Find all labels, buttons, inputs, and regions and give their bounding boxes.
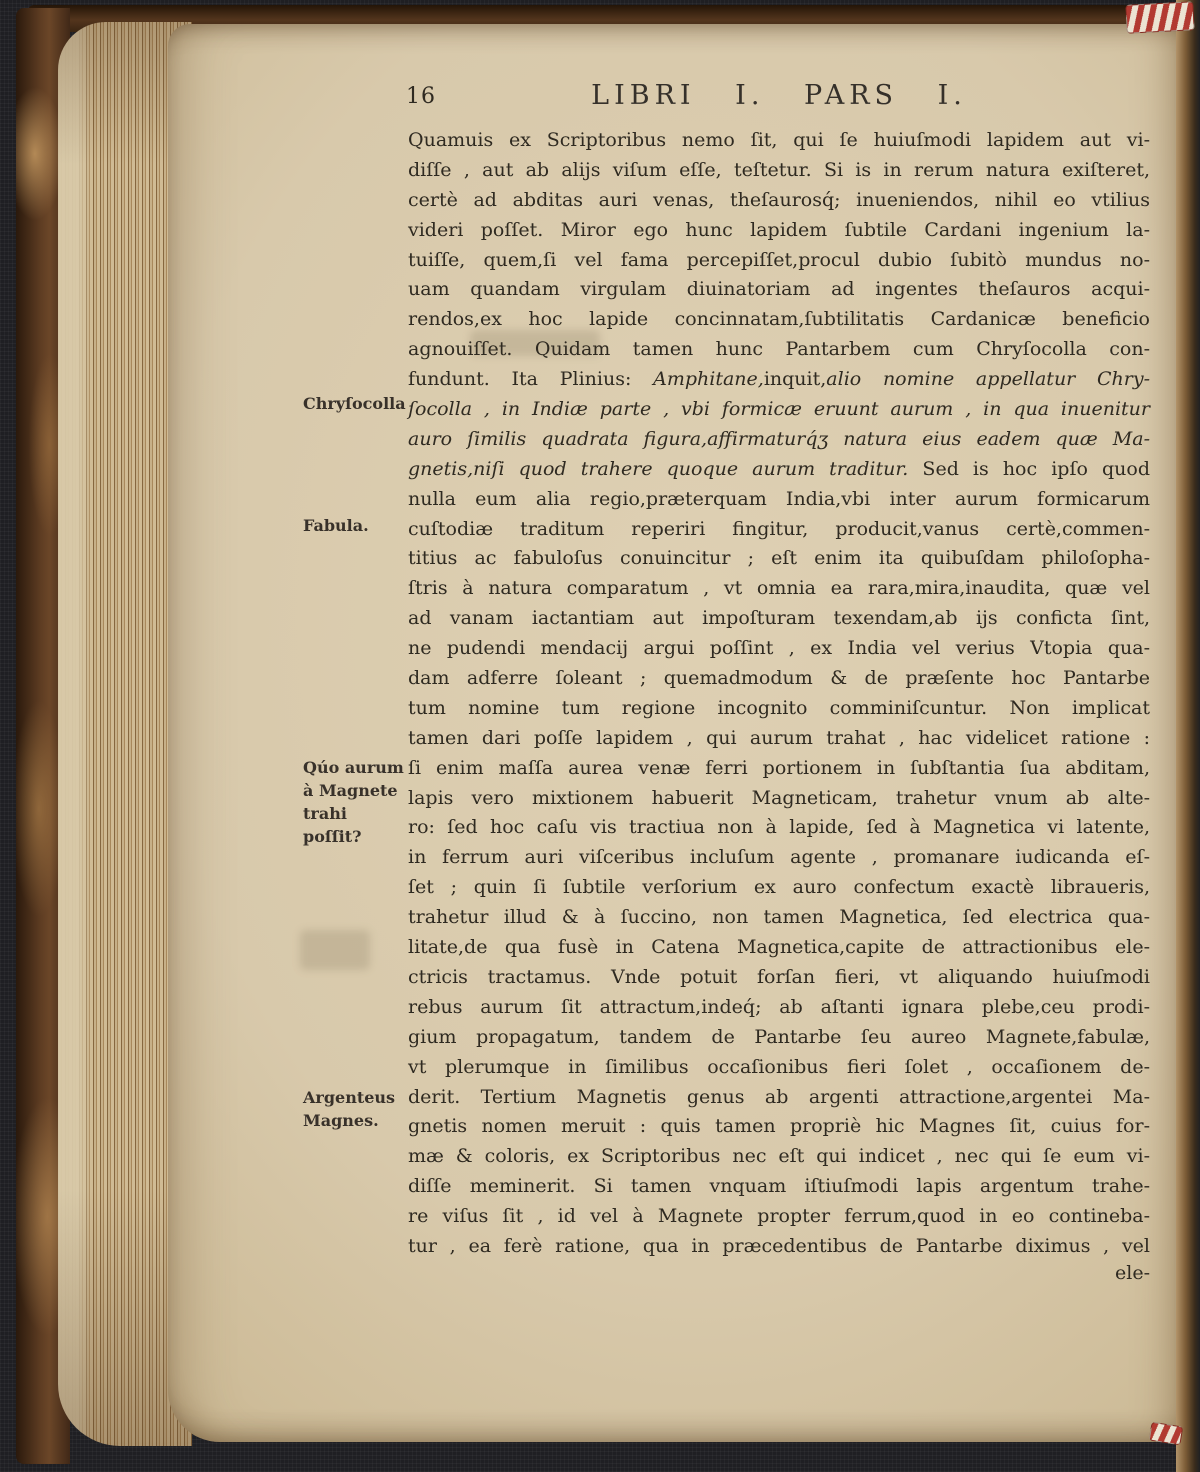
body-line [408,993,1150,1023]
margin-note-line: Fabula. [303,516,369,535]
body-segment: vt plerumque in ſimilibus occaſionibus fieri ſolet , occaſionem de- [408,1055,1150,1078]
body-line [408,574,1150,604]
margin-note-line: Qúo aurum [303,758,404,777]
body-segment: ſtris à natura comparatum , vt omnia ea rara,mira,inaudita, quæ vel [408,577,1150,600]
body-line [408,1142,1150,1172]
body-segment: trahetur illud & à ſuccino, non tamen Magnetica, ſed electrica qua- [408,906,1150,929]
margin-note [303,1086,405,1132]
body-line [408,275,1150,305]
body-line [408,1172,1150,1202]
body-line [408,365,1150,395]
body-segment: nulla eum alia regio,præterquam India,vbi inter aurum formicarum [408,487,1150,510]
body-line [408,634,1150,664]
body-segment: agnouiſſet. Quidam tamen hunc Pantarbem cum Chryſocolla con- [408,338,1150,361]
body-segment: inquit, [763,368,827,391]
body-segment: gium propagatum, tandem de Pantarbe ſeu aureo Magnete,fabulæ, [408,1025,1150,1048]
body-segment: certè ad abditas auri venas, theſaurosq́; inueniendos, nihil eo vtilius [408,188,1150,211]
body-line [408,903,1150,933]
body-segment: Sed is hoc ipſo quod [908,457,1150,480]
page-number: 16 [406,84,436,109]
body-segment: litate,de qua fusè in Catena Magnetica,capite de attractionibus ele- [408,936,1150,959]
body-line [408,544,1150,574]
margin-note-line: Argenteus [303,1088,396,1107]
margin-note [303,392,405,415]
body-line [408,186,1150,216]
body-segment: diſſe , aut ab alijs viſum eſſe, teſtetur. Si is in rerum natura exiſteret, [408,158,1150,181]
body-line [408,1112,1150,1142]
body-line [408,1053,1150,1083]
body-line [408,784,1150,814]
running-header: LIBRI I. PARS I. [591,80,967,111]
catchword: ele- [1115,1262,1150,1284]
body-segment: mæ & coloris, ex Scriptoribus nec eſt qui indicet , nec qui ſe eum vi- [408,1145,1150,1168]
body-italic-segment: gnetis,niſi quod trahere quoque aurum traditur. [408,457,909,480]
body-italic-segment: ſocolla , in Indiæ parte , vbi formicæ eruunt aurum , in qua inuenitur [408,398,1150,421]
body-line [408,156,1150,186]
body-segment: Quamuis ex Scriptoribus nemo ſit, qui ſe huiuſmodi lapidem aut vi- [408,129,1150,151]
body-text [408,126,1150,1262]
body-line [408,754,1150,784]
body-italic-segment: Amphitane, [653,368,764,391]
body-segment: tuiſſe, quem,ſi vel fama percepiſſet,procul dubio ſubitò mundus no- [408,248,1150,271]
body-line [408,664,1150,694]
margin-note [303,514,405,537]
body-line [408,1083,1150,1113]
body-line [408,455,1150,485]
margin-note [303,756,405,848]
margin-note-line: Chryſocolla [303,394,406,413]
body-segment: cuſtodiæ traditum reperiri fingitur, producit,vanus certè,commen- [408,517,1150,540]
body-line [408,963,1150,993]
body-segment: in ferrum auri viſceribus incluſum agente , promanare iudicanda eſ- [408,846,1150,869]
body-segment: fundunt. Ita Plinius: [408,368,654,391]
body-segment: rebus aurum ſit attractum,indeq́; ab aſtanti ignara plebe,ceu prodi- [408,995,1150,1018]
body-segment: uam quandam virgulam diuinatoriam ad ingentes theſauros acqui- [408,278,1150,301]
body-line [408,1202,1150,1232]
body-segment: ro: ſed hoc caſu vis tractiua non à lapide, ſed à Magnetica vi latente, [408,816,1150,839]
body-line [408,485,1150,515]
body-line [408,1023,1150,1053]
body-segment: videri poſſet. Miror ego hunc lapidem ſubtile Cardani ingenium la- [408,218,1150,241]
body-line [408,694,1150,724]
body-line [408,335,1150,365]
body-line [408,813,1150,843]
body-segment: re viſus ſit , id vel à Magnete propter ferrum,quod in eo contineba- [408,1205,1150,1228]
body-segment: rendos,ex hoc lapide concinnatam,ſubtilitatis Cardanicæ beneficio [408,308,1150,331]
body-segment: dam adferre ſoleant ; quemadmodum & de præſente hoc Pantarbe [408,667,1150,690]
body-line [408,604,1150,634]
body-italic-segment: auro ſimilis quadrata figura,affirmaturq́ʒ natura eius eadem quæ Ma- [408,427,1150,450]
body-line [408,873,1150,903]
margin-note-line: trahi poſſit? [303,804,362,846]
body-segment: tur , ea ferè ratione, qua in præcedentibus de Pantarbe diximus , vel [408,1234,1150,1257]
body-segment: tum nomine tum regione incognito comminiſcuntur. Non implicat [408,696,1150,719]
body-segment: tamen dari poſſe lapidem , qui aurum trahat , hac videlicet ratione : [408,726,1150,749]
body-line [408,515,1150,545]
body-line [408,724,1150,754]
body-line [408,305,1150,335]
body-italic-segment: alio nomine appellatur Chry- [826,368,1150,391]
body-segment: diſſe meminerit. Si tamen vnquam iſtiuſmodi lapis argentum trahe- [408,1175,1150,1198]
body-line [408,216,1150,246]
body-line [408,933,1150,963]
body-line [408,246,1150,276]
body-segment: lapis vero mixtionem habuerit Magneticam, trahetur vnum ab alte- [408,786,1150,809]
margin-note-line: à Magnete [303,781,398,800]
body-segment: ctricis tractamus. Vnde potuit forſan fieri, vt aliquando huiuſmodi [408,965,1150,988]
body-line [408,126,1150,156]
body-line [408,395,1150,425]
body-segment: ſi enim maſſa aurea venæ ferri portionem in ſubſtantia ſua abditam, [408,756,1150,779]
body-segment: derit. Tertium Magnetis genus ab argenti attractione,argentei Ma- [408,1085,1150,1108]
body-segment: titius ac fabuloſus conuincitur ; eſt enim ita quibuſdam philoſopha- [408,547,1150,570]
margin-note-line: Magnes. [303,1111,379,1130]
body-segment: ſet ; quin ſi ſubtile verſorium ex auro confectum exactè libraueris, [408,876,1150,899]
body-line [408,1232,1150,1262]
body-line [408,843,1150,873]
body-segment: gnetis nomen meruit : quis tamen propriè hic Magnes ſit, cuius for- [408,1115,1150,1138]
body-segment: ne pudendi mendacij argui poſſint , ex India vel verius Vtopia qua- [408,637,1150,660]
body-segment: ad vanam iactantiam aut impoſturam texendam,ab ijs conficta ſint, [408,607,1150,630]
body-line [408,425,1150,455]
